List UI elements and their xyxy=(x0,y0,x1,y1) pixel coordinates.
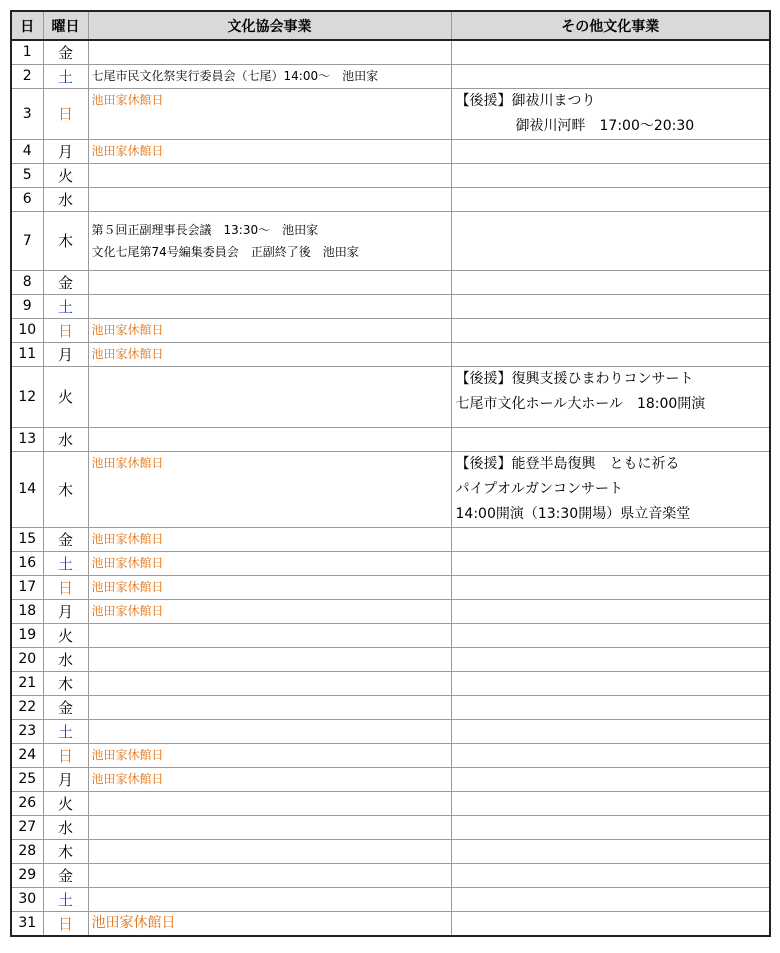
other-cell xyxy=(451,211,770,270)
day-cell: 6 xyxy=(11,187,43,211)
bunka-cell xyxy=(88,40,451,64)
weekday-cell: 金 xyxy=(43,695,88,719)
day-cell: 21 xyxy=(11,671,43,695)
event-text: 御祓川河畔 17:00～20:30 xyxy=(515,117,695,134)
weekday-cell: 土 xyxy=(43,887,88,911)
day-cell: 12 xyxy=(11,366,43,427)
bunka-cell xyxy=(88,743,451,767)
weekday-cell: 火 xyxy=(43,623,88,647)
table-row xyxy=(11,695,770,719)
day-cell: 17 xyxy=(11,575,43,599)
weekday-cell: 月 xyxy=(43,139,88,163)
weekday-cell: 木 xyxy=(43,451,88,527)
bunka-cell xyxy=(88,427,451,451)
day-cell: 15 xyxy=(11,527,43,551)
weekday-cell: 土 xyxy=(43,719,88,743)
weekday-cell: 木 xyxy=(43,211,88,270)
bunka-cell xyxy=(88,911,451,936)
other-cell xyxy=(451,863,770,887)
weekday-cell: 日 xyxy=(43,575,88,599)
other-cell xyxy=(451,139,770,163)
table-row xyxy=(11,527,770,551)
weekday-cell: 火 xyxy=(43,791,88,815)
other-cell xyxy=(451,839,770,863)
table-row xyxy=(11,163,770,187)
closed-day-note: 池田家休館日 xyxy=(91,531,164,546)
table-row xyxy=(11,815,770,839)
other-cell xyxy=(451,911,770,936)
bunka-cell xyxy=(88,270,451,294)
day-cell: 30 xyxy=(11,887,43,911)
bunka-cell xyxy=(88,88,451,139)
table-row xyxy=(11,839,770,863)
bunka-cell xyxy=(88,318,451,342)
bunka-cell xyxy=(88,599,451,623)
weekday-cell: 月 xyxy=(43,599,88,623)
weekday-cell: 日 xyxy=(43,743,88,767)
day-cell: 8 xyxy=(11,270,43,294)
other-cell xyxy=(451,527,770,551)
bunka-cell xyxy=(88,719,451,743)
other-cell xyxy=(451,575,770,599)
weekday-cell: 水 xyxy=(43,815,88,839)
day-cell: 26 xyxy=(11,791,43,815)
bunka-cell xyxy=(88,139,451,163)
weekday-cell: 木 xyxy=(43,839,88,863)
day-cell: 4 xyxy=(11,139,43,163)
day-cell: 19 xyxy=(11,623,43,647)
other-cell xyxy=(451,695,770,719)
table-row xyxy=(11,139,770,163)
day-cell: 23 xyxy=(11,719,43,743)
day-cell: 7 xyxy=(11,211,43,270)
other-cell xyxy=(451,647,770,671)
table-row xyxy=(11,64,770,88)
bunka-cell xyxy=(88,791,451,815)
other-cell xyxy=(451,551,770,575)
table-row xyxy=(11,911,770,936)
table-row xyxy=(11,623,770,647)
event-text: 14:00開演（13:30開場）県立音楽堂 xyxy=(455,505,691,522)
table-row xyxy=(11,294,770,318)
closed-day-note: 池田家休館日 xyxy=(91,771,164,786)
other-cell xyxy=(451,64,770,88)
bunka-cell xyxy=(88,623,451,647)
bunka-cell xyxy=(88,64,451,88)
bunka-cell xyxy=(88,451,451,527)
table-row xyxy=(11,451,770,527)
closed-day-note: 池田家休館日 xyxy=(91,92,164,107)
other-cell xyxy=(451,599,770,623)
weekday-cell: 火 xyxy=(43,163,88,187)
table-row xyxy=(11,719,770,743)
day-cell: 31 xyxy=(11,911,43,936)
other-cell xyxy=(451,623,770,647)
header-weekday: 曜日 xyxy=(43,11,88,40)
day-cell: 5 xyxy=(11,163,43,187)
bunka-cell xyxy=(88,863,451,887)
weekday-cell: 日 xyxy=(43,88,88,139)
bunka-cell xyxy=(88,671,451,695)
table-row xyxy=(11,366,770,427)
weekday-cell: 水 xyxy=(43,187,88,211)
event-text: 第５回正副理事長会議 13:30～ 池田家 xyxy=(91,222,319,237)
other-cell xyxy=(451,815,770,839)
weekday-cell: 月 xyxy=(43,342,88,366)
bunka-cell xyxy=(88,647,451,671)
other-cell xyxy=(451,40,770,64)
day-cell: 1 xyxy=(11,40,43,64)
table-row xyxy=(11,211,770,270)
day-cell: 25 xyxy=(11,767,43,791)
weekday-cell: 土 xyxy=(43,294,88,318)
bunka-cell xyxy=(88,695,451,719)
closed-day-note: 池田家休館日 xyxy=(91,747,164,762)
table-row xyxy=(11,88,770,139)
closed-day-note: 池田家休館日 xyxy=(91,322,164,337)
table-row xyxy=(11,791,770,815)
table-row xyxy=(11,887,770,911)
event-text: 【後援】御祓川まつり xyxy=(455,92,596,109)
other-cell xyxy=(451,88,770,139)
other-cell xyxy=(451,270,770,294)
table-row xyxy=(11,342,770,366)
weekday-cell: 土 xyxy=(43,551,88,575)
event-text: 【後援】復興支援ひまわりコンサート xyxy=(455,370,694,387)
closed-day-note: 池田家休館日 xyxy=(91,603,164,618)
day-cell: 18 xyxy=(11,599,43,623)
day-cell: 27 xyxy=(11,815,43,839)
weekday-cell: 月 xyxy=(43,767,88,791)
other-cell xyxy=(451,719,770,743)
bunka-cell xyxy=(88,551,451,575)
weekday-cell: 日 xyxy=(43,318,88,342)
other-cell xyxy=(451,294,770,318)
other-cell xyxy=(451,163,770,187)
table-row xyxy=(11,671,770,695)
event-text: 七尾市民文化祭実行委員会（七尾）14:00～ 池田家 xyxy=(91,68,379,83)
closed-day-note: 池田家休館日 xyxy=(91,579,164,594)
event-text: 【後援】能登半島復興 ともに祈る xyxy=(455,455,680,472)
day-cell: 24 xyxy=(11,743,43,767)
header-other: その他文化事業 xyxy=(451,11,770,40)
bunka-cell xyxy=(88,211,451,270)
weekday-cell: 金 xyxy=(43,863,88,887)
other-cell xyxy=(451,427,770,451)
bunka-cell xyxy=(88,294,451,318)
other-cell xyxy=(451,791,770,815)
table-row xyxy=(11,318,770,342)
table-row xyxy=(11,767,770,791)
table-row xyxy=(11,743,770,767)
weekday-cell: 木 xyxy=(43,671,88,695)
closed-day-note: 池田家休館日 xyxy=(91,914,176,931)
table-row xyxy=(11,575,770,599)
bunka-cell xyxy=(88,187,451,211)
bunka-cell xyxy=(88,527,451,551)
other-cell xyxy=(451,671,770,695)
day-cell: 28 xyxy=(11,839,43,863)
bunka-cell xyxy=(88,366,451,427)
table-row xyxy=(11,551,770,575)
bunka-cell xyxy=(88,839,451,863)
table-row xyxy=(11,863,770,887)
other-cell xyxy=(451,366,770,427)
table-row xyxy=(11,270,770,294)
other-cell xyxy=(451,342,770,366)
header-day: 日 xyxy=(11,11,43,40)
weekday-cell: 金 xyxy=(43,527,88,551)
header-bunka: 文化協会事業 xyxy=(88,11,451,40)
day-cell: 29 xyxy=(11,863,43,887)
table-row xyxy=(11,599,770,623)
closed-day-note: 池田家休館日 xyxy=(91,455,164,470)
day-cell: 10 xyxy=(11,318,43,342)
other-cell xyxy=(451,743,770,767)
day-cell: 9 xyxy=(11,294,43,318)
day-cell: 14 xyxy=(11,451,43,527)
day-cell: 11 xyxy=(11,342,43,366)
other-cell xyxy=(451,318,770,342)
table-row xyxy=(11,40,770,64)
bunka-cell xyxy=(88,767,451,791)
day-cell: 20 xyxy=(11,647,43,671)
event-text: 文化七尾第74号編集委員会 正副終了後 池田家 xyxy=(91,244,359,259)
event-text: 七尾市文化ホール大ホール 18:00開演 xyxy=(455,395,706,412)
day-cell: 13 xyxy=(11,427,43,451)
other-cell xyxy=(451,187,770,211)
weekday-cell: 金 xyxy=(43,40,88,64)
closed-day-note: 池田家休館日 xyxy=(91,346,164,361)
event-text: パイプオルガンコンサート xyxy=(455,480,623,497)
bunka-cell xyxy=(88,163,451,187)
closed-day-note: 池田家休館日 xyxy=(91,143,164,158)
weekday-cell: 土 xyxy=(43,64,88,88)
day-cell: 2 xyxy=(11,64,43,88)
table-row xyxy=(11,187,770,211)
header-row xyxy=(11,11,770,40)
weekday-cell: 水 xyxy=(43,427,88,451)
weekday-cell: 火 xyxy=(43,366,88,427)
closed-day-note: 池田家休館日 xyxy=(91,555,164,570)
other-cell xyxy=(451,451,770,527)
bunka-cell xyxy=(88,887,451,911)
day-cell: 22 xyxy=(11,695,43,719)
weekday-cell: 日 xyxy=(43,911,88,936)
day-cell: 16 xyxy=(11,551,43,575)
bunka-cell xyxy=(88,575,451,599)
day-cell: 3 xyxy=(11,88,43,139)
schedule-table xyxy=(10,10,771,937)
weekday-cell: 水 xyxy=(43,647,88,671)
bunka-cell xyxy=(88,342,451,366)
table-row xyxy=(11,647,770,671)
other-cell xyxy=(451,887,770,911)
table-row xyxy=(11,427,770,451)
weekday-cell: 金 xyxy=(43,270,88,294)
other-cell xyxy=(451,767,770,791)
bunka-cell xyxy=(88,815,451,839)
